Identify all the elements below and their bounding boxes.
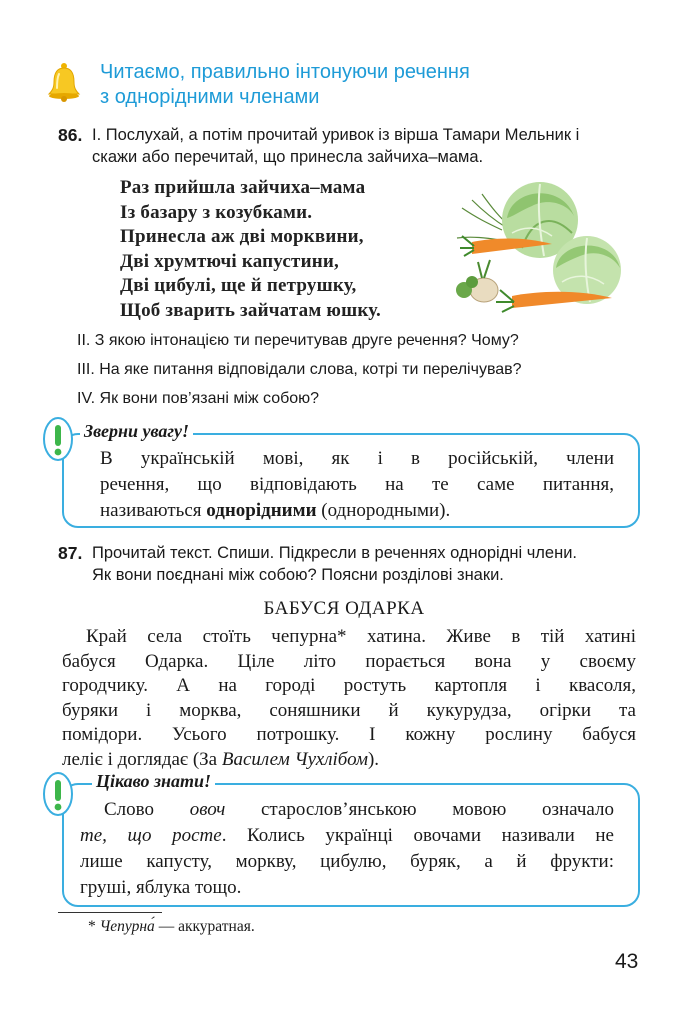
exclamation-icon xyxy=(42,416,74,462)
bell-icon xyxy=(47,62,81,102)
poem-line: Щоб зварить зайчатам юшку. xyxy=(120,299,382,321)
footnote-rule xyxy=(58,912,162,913)
notice-box-title: Зверни увагу! xyxy=(80,421,193,442)
poem xyxy=(120,176,381,323)
poem-line: Дві хрумтючі капустини, xyxy=(120,250,339,272)
interest-word-ovoch: овоч xyxy=(189,799,226,820)
interest-line2-post: . Колись українці овочами називали не xyxy=(221,825,614,846)
notice-line3-post: (однородными). xyxy=(316,500,451,521)
notice-line: речення, що відповідають на те саме питання, xyxy=(100,474,614,495)
story-title xyxy=(0,598,700,620)
poem-line: Дві цибулі, ще й петрушку, xyxy=(120,275,357,296)
story-text xyxy=(62,625,636,772)
interest-box-title: Цікаво знати! xyxy=(92,771,215,792)
question-2: ІІ. З якою інтонацією ти перечитував друге речення? Чому? xyxy=(77,332,519,349)
exercise-86-line1: І. Послухай, а потім прочитай уривок із вірша Тамари Мельник і xyxy=(92,126,580,144)
interest-box-top-rule xyxy=(250,783,618,785)
onion xyxy=(456,260,498,302)
footnote-marker: * xyxy=(88,918,100,935)
story-title-text: БАБУСЯ ОДАРКА xyxy=(263,598,425,619)
story-last-pre: леліє і доглядає (За xyxy=(62,748,222,770)
poem-line: Принесла аж дві морквини, xyxy=(120,226,364,247)
footnote-word: Чепурна́ xyxy=(99,918,155,935)
exercise-86-line2: скажи або перечитай, що принесла зайчиха–мама. xyxy=(92,148,484,166)
notice-term-bold: однорідними xyxy=(206,500,317,521)
exclamation-icon xyxy=(42,771,74,817)
interest-line-4: груші, яблука тощо. xyxy=(80,877,242,898)
notice-box-text xyxy=(100,446,614,524)
notice-line3-pre: називаються xyxy=(100,500,207,521)
exercise-86-number: 86. xyxy=(58,125,83,145)
interest-line1-post: старослов’янською мовою означало xyxy=(225,799,614,820)
question-3: ІІІ. На яке питання відповідали слова, котрі ти перелічував? xyxy=(77,361,522,378)
poem-line: Із базару з козубками. xyxy=(120,201,313,223)
story-line: Край села стоїть чепурна* хатина. Живе в тій хатині xyxy=(86,626,636,647)
story-line: бабуся Одарка. Ціле літо порається вона у своєму xyxy=(62,650,636,672)
story-line: буряки і морква, соняшники й кукурудза, огірки та xyxy=(62,699,636,721)
interest-line1-pre: Слово xyxy=(104,799,190,820)
exercise-87-line2: Як вони поєднані між собою? Поясни розділові знаки. xyxy=(92,566,504,584)
interest-line-2 xyxy=(80,823,614,849)
story-last-line xyxy=(62,748,636,773)
interest-box-text xyxy=(80,797,614,901)
exercise-87-number: 87. xyxy=(58,543,83,563)
interest-phrase-italic: те, що росте xyxy=(80,825,222,846)
question-4: IV. Як вони пов’язані між собою? xyxy=(77,390,320,407)
notice-line-3 xyxy=(100,498,614,524)
page-number: 43 xyxy=(615,950,639,973)
story-line: помідори. Усього потрошку. І кожну рослину бабуся xyxy=(62,724,636,745)
vegetables-illustration xyxy=(452,178,630,320)
story-line: городчику. А на городі ростуть картопля і квасоля, xyxy=(62,675,636,696)
notice-line: В українській мові, як і в російській, члени xyxy=(100,448,614,469)
footnote xyxy=(88,918,255,936)
section-heading xyxy=(100,60,470,110)
section-heading-line2: з однорідними членами xyxy=(100,86,320,108)
notice-box-top-rule xyxy=(238,433,618,435)
story-author: Василем Чухлібом xyxy=(221,748,368,770)
interest-line-3: лише капусту, моркву, цибулю, буряк, а й фрукти: xyxy=(80,851,614,872)
poem-line: Раз прийшла зайчиха–мама xyxy=(120,177,366,198)
interest-line-1 xyxy=(80,797,614,823)
exercise-87-line1: Прочитай текст. Спиши. Підкресли в реченнях однорідні члени. xyxy=(92,544,578,562)
footnote-definition: — аккуратная. xyxy=(154,918,255,935)
section-heading-line1: Читаємо, правильно інтонуючи речення xyxy=(100,61,470,83)
story-last-post: ). xyxy=(367,748,380,770)
